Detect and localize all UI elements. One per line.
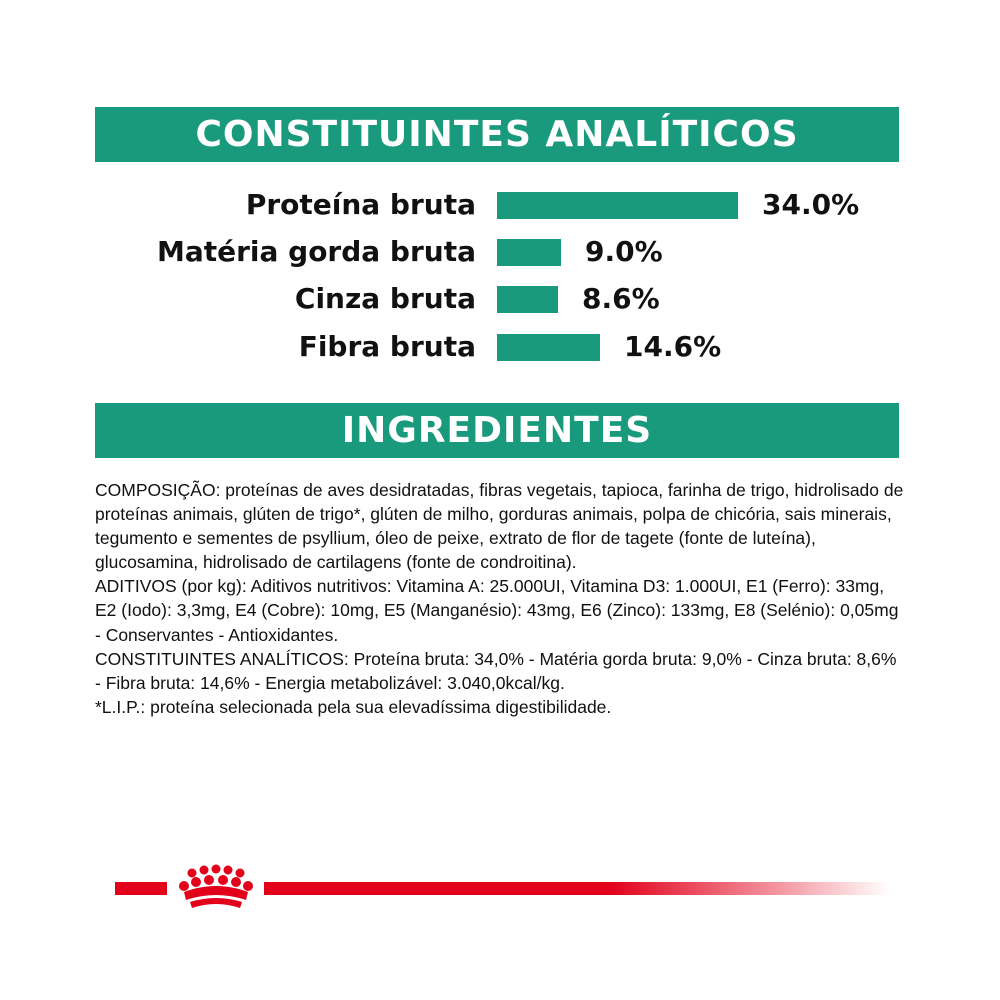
- analytics-section-header: [95, 107, 899, 162]
- chart-row: [0, 232, 1000, 272]
- chart-row: [0, 279, 1000, 319]
- chart-value-label: 14.6%: [624, 330, 722, 363]
- footer-red-line-left: [115, 882, 167, 895]
- royal-canin-crown-icon: [170, 862, 262, 912]
- additives-paragraph: ADITIVOS (por kg): Aditivos nutritivos: Vitamina A: 25.000UI, Vitamina D3: 1.000UI, E1 (Ferro): 33mg, E2 (Iodo): 3,3mg, E4 (Cobre): 10mg, E5 (Manganésio): 43mg, E6 (Zinco): 133mg, E8 (Selénio): 0,05mg - Conservantes - Antioxidantes.: [95, 576, 899, 645]
- chart-category-label: Cinza bruta: [294, 282, 476, 315]
- chart-row: [0, 327, 1000, 367]
- chart-bar: [497, 334, 600, 361]
- lip-footnote: *L.I.P.: proteína selecionada pela sua elevadíssima digestibilidade.: [95, 696, 612, 717]
- chart-bar: [497, 239, 561, 266]
- composition-paragraph: COMPOSIÇÃO: proteínas de aves desidratadas, fibras vegetais, tapioca, farinha de trigo, hidrolisado de proteínas animais, glúten de trigo*, glúten de milho, gorduras animais, polpa de chicória, sais minerais, tegumento e sementes de psyllium, óleo de peixe, extrato de flor de tagete (fonte de luteína), glucosamina, hidrolisado de cartilagens (fonte de condroitina).: [95, 480, 904, 573]
- ingredients-section-header: [95, 403, 899, 458]
- chart-value-label: 9.0%: [585, 235, 663, 268]
- chart-value-label: 8.6%: [582, 282, 660, 315]
- footer-red-line-right: [264, 882, 890, 895]
- analytics-title: CONSTITUINTES ANALÍTICOS: [195, 114, 799, 155]
- chart-category-label: Matéria gorda bruta: [156, 235, 476, 268]
- chart-bar: [497, 192, 738, 219]
- chart-category-label: Proteína bruta: [245, 188, 476, 221]
- chart-value-label: 34.0%: [762, 188, 860, 221]
- chart-bar: [497, 286, 558, 313]
- chart-category-label: Fibra bruta: [298, 330, 476, 363]
- ingredients-text: [95, 478, 905, 719]
- analytical-constituents-paragraph: CONSTITUINTES ANALÍTICOS: Proteína bruta: 34,0% - Matéria gorda bruta: 9,0% - Cinza bruta: 8,6% - Fibra bruta: 14,6% - Energia metabolizável: 3.040,0kcal/kg.: [95, 648, 897, 693]
- ingredients-title: INGREDIENTES: [341, 410, 653, 451]
- chart-row: [0, 185, 1000, 225]
